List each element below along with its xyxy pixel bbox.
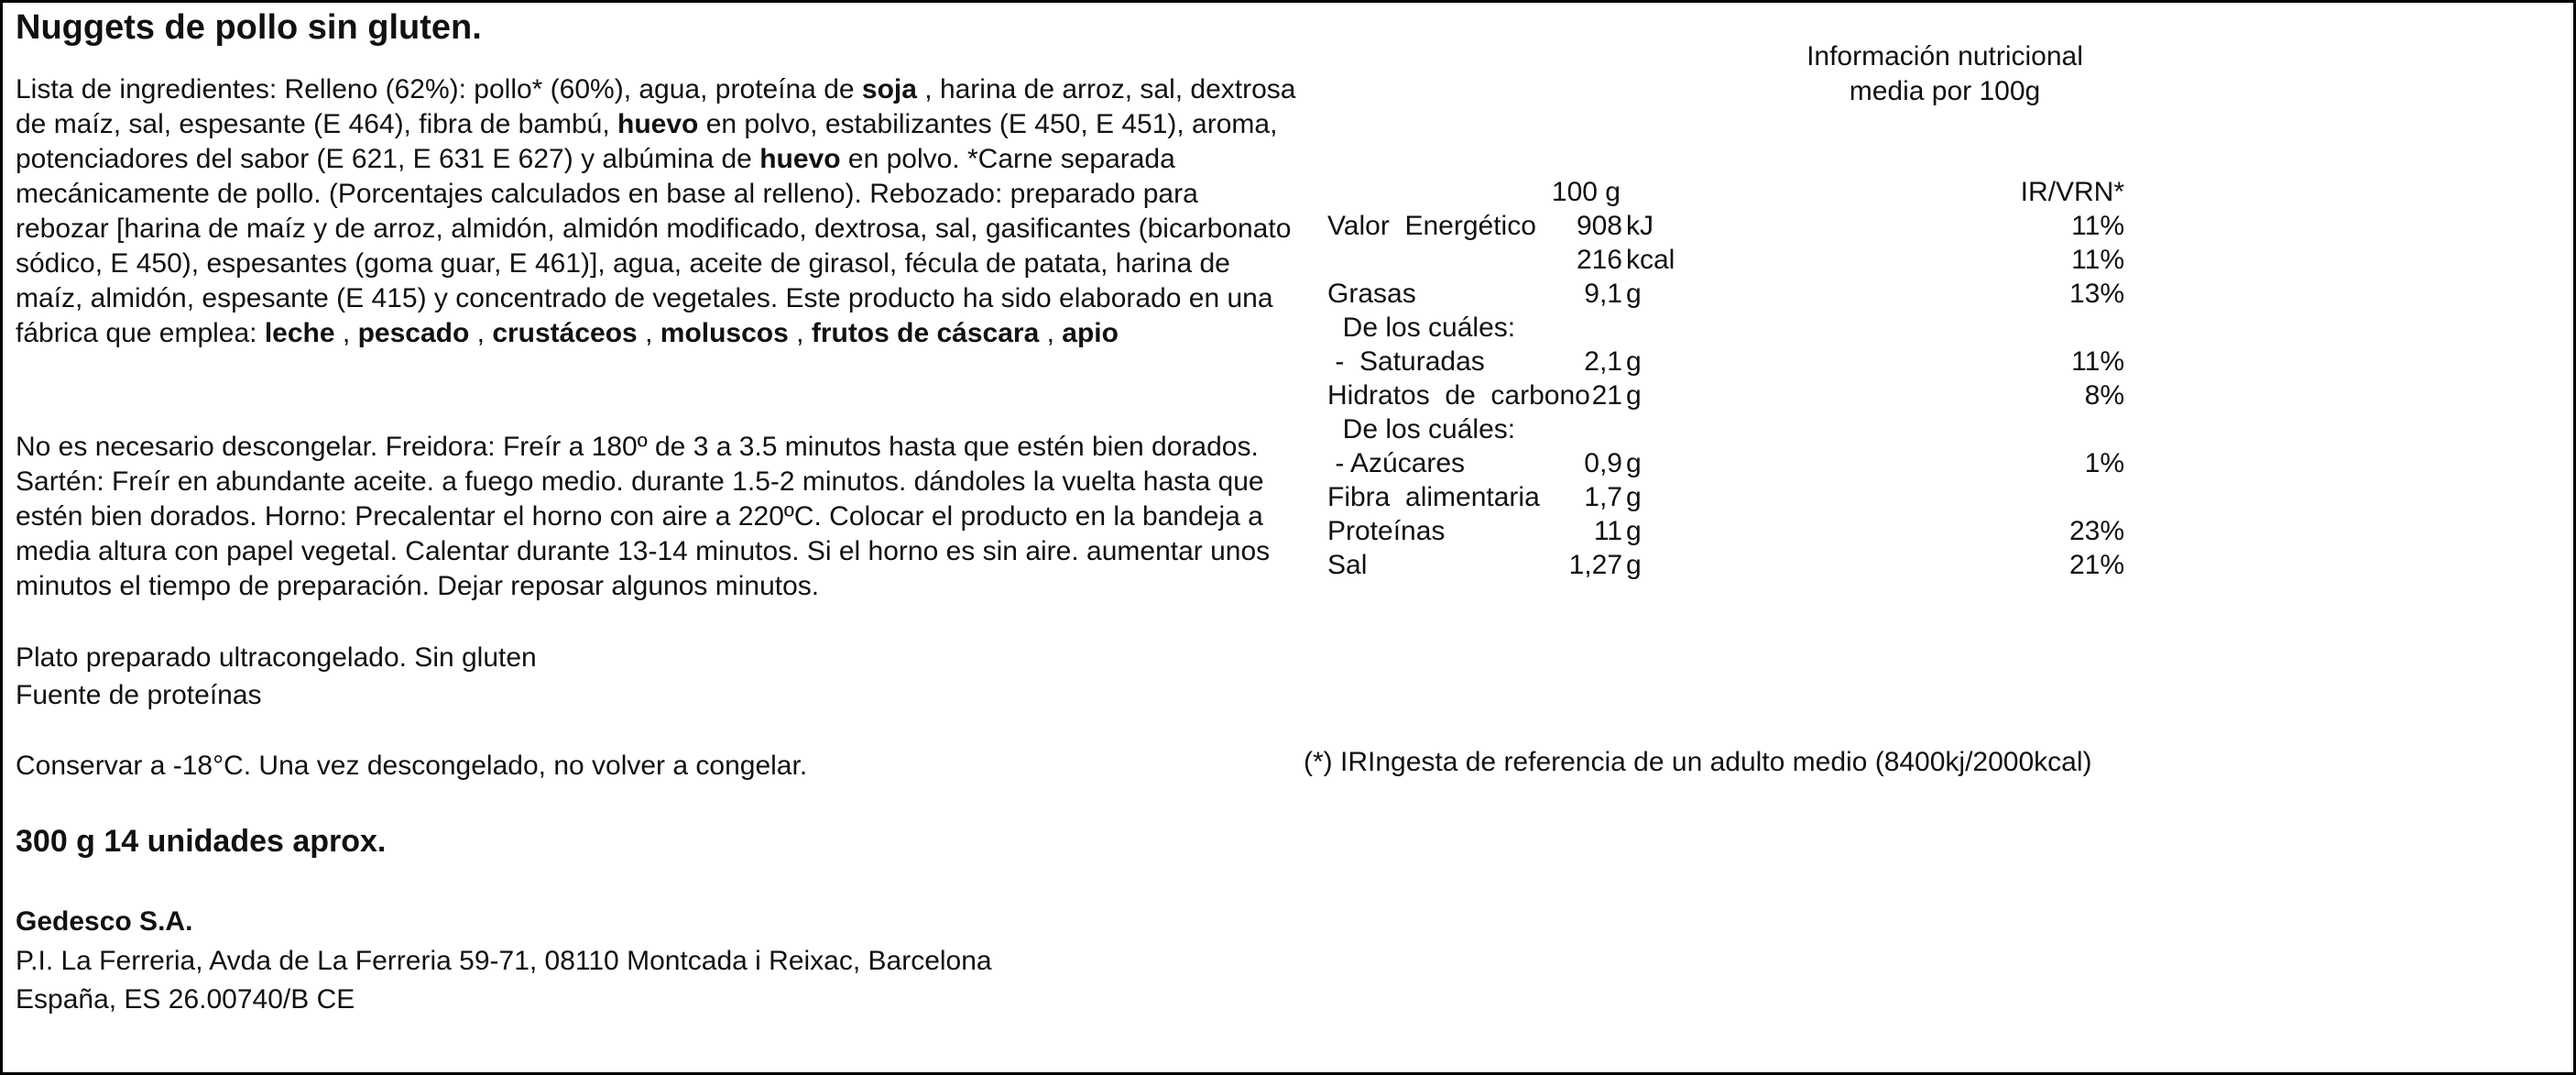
nutrient-ir-percent: 21% xyxy=(2068,550,2124,580)
nutrient-ir-percent: 23% xyxy=(2068,516,2124,546)
nutrition-heading-line1: Información nutricional xyxy=(1806,41,2083,71)
allergen-bold: moluscos xyxy=(660,318,789,348)
storage-instructions: Conservar a -18°C. Una vez descongelado, no volver a congelar. xyxy=(16,751,808,781)
nutrient-unit: g xyxy=(1626,346,1642,377)
nutrition-row xyxy=(1327,514,2152,548)
ingredients-text: , xyxy=(1039,318,1063,348)
ingredients-list xyxy=(16,72,1298,351)
nutrition-row xyxy=(1327,243,2152,277)
product-title: Nuggets de pollo sin gluten. xyxy=(16,8,482,47)
allergen-bold: soja xyxy=(861,74,917,104)
company-name: Gedesco S.A. xyxy=(16,906,193,937)
allergen-bold: crustáceos xyxy=(492,318,638,348)
nutrient-ir-percent: 11% xyxy=(2071,211,2124,241)
nutrient-amount: 1,27 xyxy=(1568,550,1622,580)
nutrient-unit: g xyxy=(1626,448,1642,478)
ingredients-text: , xyxy=(334,318,358,348)
nutrient-amount: 9,1 xyxy=(1584,279,1622,309)
nutrient-ir-percent: 13% xyxy=(2068,279,2124,309)
product-type: Plato preparado ultracongelado. Sin gluten xyxy=(16,642,537,673)
nutrient-amount: 1,7 xyxy=(1584,482,1622,512)
allergen-bold: apio xyxy=(1062,318,1119,348)
nutrient-unit: kJ xyxy=(1626,211,1654,241)
net-weight: 300 g 14 unidades aprox. xyxy=(16,824,387,859)
nutrient-label: - Azúcares xyxy=(1327,448,1466,478)
column-ir-vrn: IR/VRN* xyxy=(2020,177,2124,207)
nutrition-row xyxy=(1327,311,2152,345)
company-address: P.I. La Ferreria, Avda de La Ferreria 59-71, 08110 Montcada i Reixac, Barcelona xyxy=(16,946,992,976)
nutrient-ir-percent: 11% xyxy=(2071,245,2124,275)
nutrient-label: Hidratos de carbono xyxy=(1327,380,1590,411)
ingredients-text: en polvo, estabilizantes (E 450, E 451), aroma, potenciadores del sabor (E 621, E 631 E 627) y albúmina de xyxy=(16,109,1278,174)
nutrition-table-header xyxy=(1327,175,2152,209)
nutrient-unit: g xyxy=(1626,516,1642,546)
ingredients-text: , harina de arroz, sal, dextrosa de maíz, sal, espesante (E 464), fibra de bambú, xyxy=(16,74,1296,139)
allergen-bold: huevo xyxy=(617,109,699,139)
allergen-bold: leche xyxy=(264,318,335,348)
ingredients-text: , xyxy=(788,318,812,348)
nutrient-ir-percent: 8% xyxy=(2084,380,2124,411)
ingredients-text: , xyxy=(637,318,660,348)
nutrition-row xyxy=(1327,412,2152,446)
nutrient-label: Valor Energético xyxy=(1327,211,1536,241)
nutrient-label: Proteínas xyxy=(1327,516,1446,546)
nutrient-amount: 0,9 xyxy=(1584,448,1622,478)
nutrient-amount: 908 xyxy=(1576,211,1622,241)
company-registry: España, ES 26.00740/B CE xyxy=(16,984,355,1015)
nutrient-unit: g xyxy=(1626,482,1642,512)
nutrient-label: De los cuáles: xyxy=(1327,313,1516,343)
nutrient-amount: 216 xyxy=(1576,245,1622,275)
nutrient-unit: g xyxy=(1626,279,1642,309)
nutrient-label: Sal xyxy=(1327,550,1368,580)
nutrient-label: Grasas xyxy=(1327,279,1416,309)
nutrition-row xyxy=(1327,548,2152,582)
nutrient-label: Fibra alimentaria xyxy=(1327,482,1540,512)
nutrition-row xyxy=(1327,378,2152,412)
preparation-instructions: No es necesario descongelar. Freidora: Freír a 180º de 3 a 3.5 minutos hasta que estén bien dorados. Sartén: Freír en abundante aceite. a fuego medio. durante 1.5-2 minutos. dándoles la vuelta hasta que estén bien dorados. Horno: Precalentar el horno con aire a 220ºC. Colocar el producto en la bandeja a media altura con papel vegetal. Calentar durante 13-14 minutos. Si el horno es sin aire. aumentar unos minutos el tiempo de preparación. Dejar reposar algunos minutos. xyxy=(16,432,1271,601)
nutrition-row xyxy=(1327,277,2152,311)
nutrient-unit: g xyxy=(1626,380,1642,411)
nutrition-row xyxy=(1327,480,2152,514)
nutrition-row xyxy=(1327,209,2152,243)
nutrient-unit: kcal xyxy=(1626,245,1675,275)
nutrient-amount: 2,1 xyxy=(1584,346,1622,377)
nutrient-ir-percent: 1% xyxy=(2084,448,2124,478)
column-per-100g: 100 g xyxy=(1551,177,1621,207)
allergen-bold: huevo xyxy=(759,144,841,174)
nutrition-heading-line2: media por 100g xyxy=(1849,76,2041,106)
protein-claim: Fuente de proteínas xyxy=(16,680,262,710)
nutrition-row xyxy=(1327,446,2152,480)
allergen-bold: frutos de cáscara xyxy=(811,318,1040,348)
nutrition-footnote: (*) IRIngesta de referencia de un adulto medio (8400kj/2000kcal) xyxy=(1304,747,2092,777)
nutrient-label: - Saturadas xyxy=(1327,346,1485,377)
nutrition-row xyxy=(1327,345,2152,378)
nutrient-amount: 21 xyxy=(1591,380,1622,411)
ingredients-text: , xyxy=(469,318,493,348)
ingredients-text: Lista de ingredientes: Relleno (62%): pollo* (60%), agua, proteína de xyxy=(16,74,862,104)
nutrient-label: De los cuáles: xyxy=(1327,414,1516,444)
nutrition-heading xyxy=(1707,39,2183,109)
allergen-bold: pescado xyxy=(357,318,470,348)
nutrient-ir-percent: 11% xyxy=(2071,346,2124,377)
nutrient-unit: g xyxy=(1626,550,1642,580)
nutrient-amount: 11 xyxy=(1593,516,1622,546)
ingredients-text: en polvo. *Carne separada mecánicamente de pollo. (Porcentajes calculados en base al relleno). Rebozado: preparado para rebozar [harina de maíz y de arroz, almidón, almidón modificado, dextrosa, sal, gasificantes (bicarbonato sódico, E 450), espesantes (goma guar, E 461)], agua, aceite de girasol, fécula de patata, harina de maíz, almidón, espesante (E 415) y concentrado de vegetales. Este producto ha sido elaborado en una fábrica que emplea: xyxy=(16,144,1292,348)
